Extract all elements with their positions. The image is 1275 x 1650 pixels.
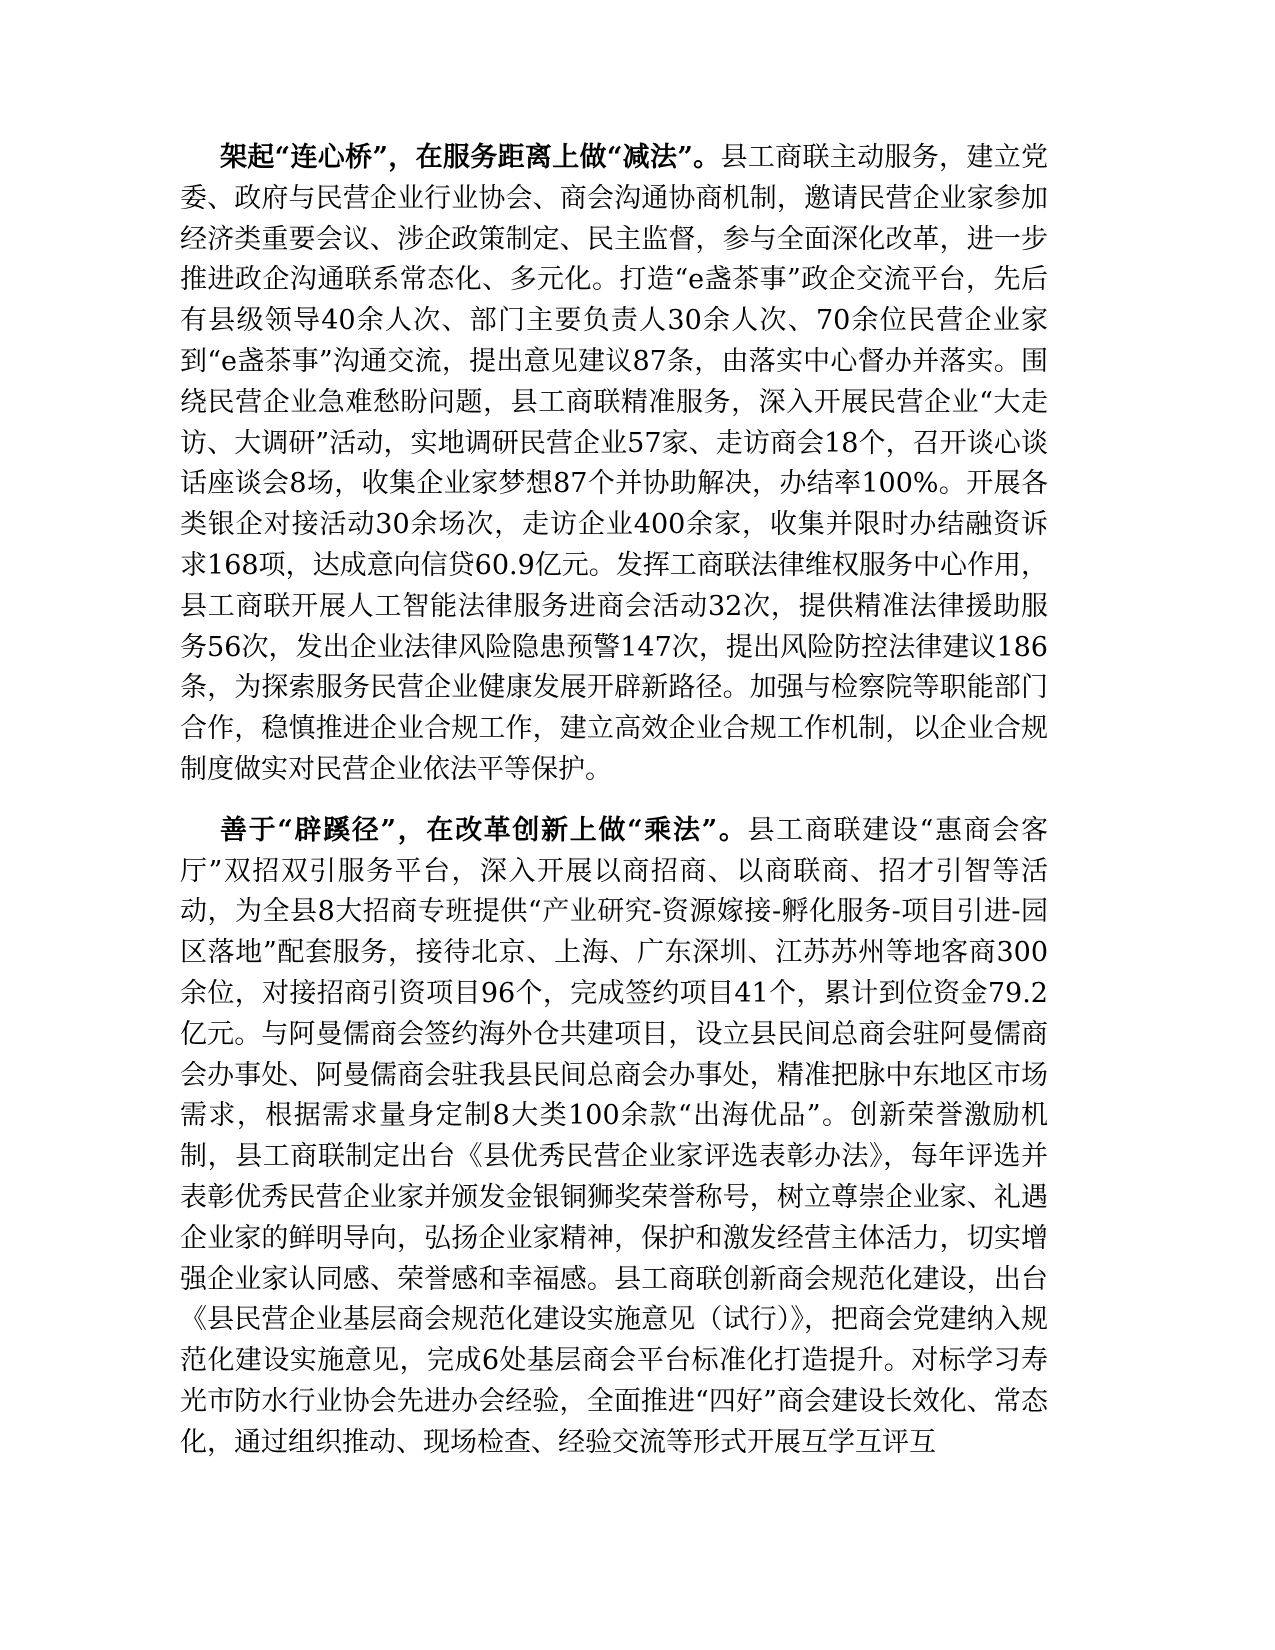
document-page bbox=[180, 138, 1048, 1464]
paragraph-service-distance bbox=[180, 138, 1048, 791]
paragraph-heading: 善于“辟蹊径”，在改革创新上做“乘法”。 bbox=[220, 814, 748, 846]
paragraph-reform-innovation bbox=[180, 811, 1048, 1464]
paragraph-body: 县工商联主动服务，建立党委、政府与民营企业行业协会、商会沟通协商机制，邀请民营企业家参加经济类重要会议、涉企政策制定、民主监督，参与全面深化改革，进一步推进政企沟通联系常态化、多元化。打造“e盏茶事”政企交流平台，先后有县级领导40余人次、部门主要负责人30余人次、70余位民营企业家到“e盏茶事”沟通交流，提出意见建议87条，由落实中心督办并落实。围绕民营企业急难愁盼问题，县工商联精准服务，深入开展民营企业“大走访、大调研”活动，实地调研民营企业57家、走访商会18个，召开谈心谈话座谈会8场，收集企业家梦想87个并协助解决，办结率100%。开展各类银企对接活动30余场次，走访企业400余家，收集并限时办结融资诉求168项，达成意向信贷60.9亿元。发挥工商联法律维权服务中心作用，县工商联开展人工智能法律服务进商会活动32次，提供精准法律援助服务56次，发出企业法律风险隐患预警147次，提出风险防控法律建议186条，为探索服务民营企业健康发展开辟新路径。加强与检察院等职能部门合作，稳慎推进企业合规工作，建立高效企业合规工作机制，以企业合规制度做实对民营企业依法平等保护。 bbox=[180, 142, 1049, 785]
paragraph-heading: 架起“连心桥”，在服务距离上做“减法”。 bbox=[220, 142, 721, 173]
paragraph-body: 县工商联建设“惠商会客厅”双招双引服务平台，深入开展以商招商、以商联商、招才引智等活动，为全县8大招商专班提供“产业研究-资源嫁接-孵化服务-项目引进-园区落地”配套服务，接待北京、上海、广东深圳、江苏苏州等地客商300余位，对接招商引资项目96个，完成签约项目41个，累计到位资金79.2亿元。与阿曼儒商会签约海外仓共建项目，设立县民间总商会驻阿曼儒商会办事处、阿曼儒商会驻我县民间总商会办事处，精准把脉中东地区市场需求，根据需求量身定制8大类100余款“出海优品”。创新荣誉激励机制，县工商联制定出台《县优秀民营企业家评选表彰办法》，每年评选并表彰优秀民营企业家并颁发金银铜狮奖荣誉称号，树立尊崇企业家、礼遇企业家的鲜明导向，弘扬企业家精神，保护和激发经营主体活力，切实增强企业家认同感、荣誉感和幸福感。县工商联创新商会规范化建设，出台《县民营企业基层商会规范化建设实施意见（试行）》，把商会党建纳入规范化建设实施意见，完成6处基层商会平台标准化打造提升。对标学习寿光市防水行业协会先进办会经验，全面推进“四好”商会建设长效化、常态化，通过组织推动、现场检查、经验交流等形式开展互学互评互 bbox=[180, 814, 1048, 1458]
